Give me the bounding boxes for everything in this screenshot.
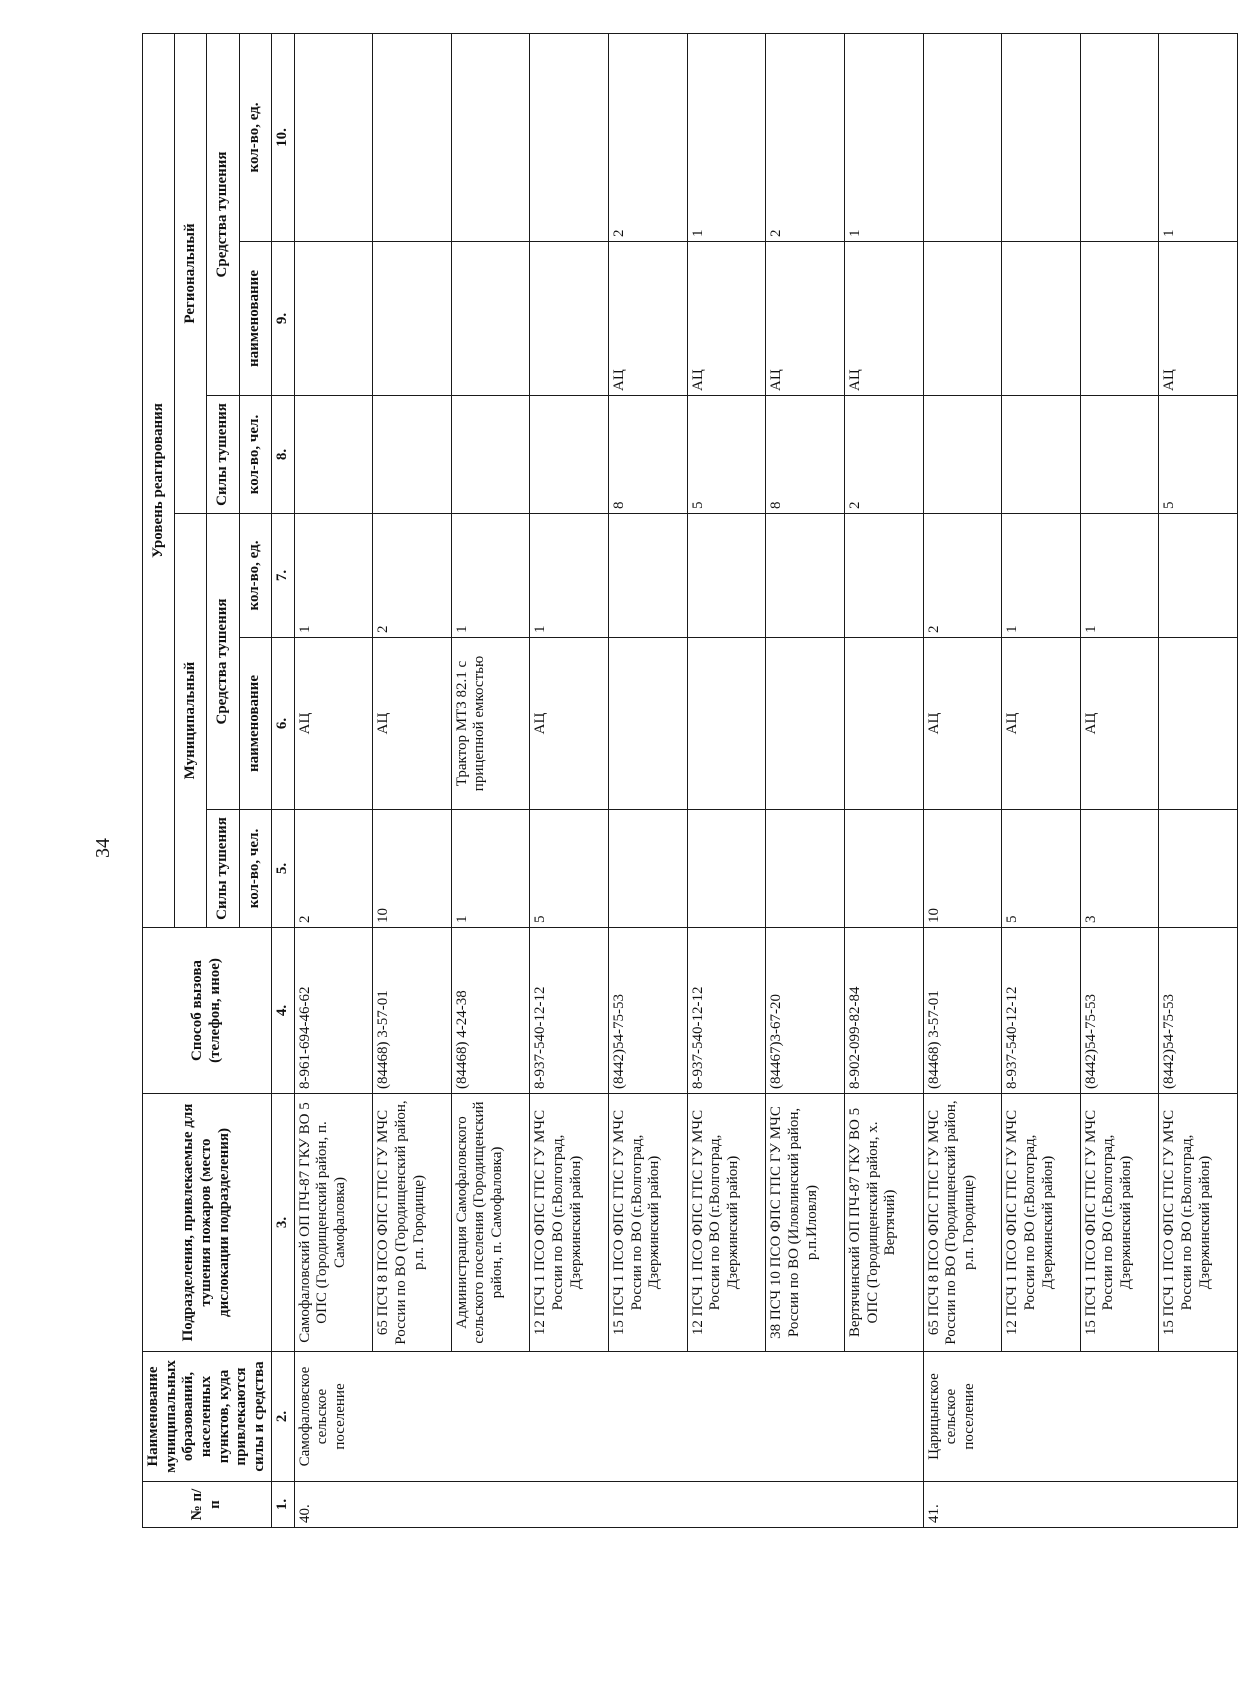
municipal-people-cell: [844, 810, 923, 928]
municipal-means-name-cell: [687, 638, 766, 810]
municipal-means-qty-cell: 2: [373, 514, 452, 638]
municipality-name-cell: Самофаловское сельское поселение: [294, 1352, 923, 1482]
unit-cell: 65 ПСЧ 8 ПСО ФПС ГПС ГУ МЧС России по ВО (Городищенский район, р.п. Городище): [373, 1094, 452, 1352]
regional-means-qty-cell: [1002, 33, 1081, 241]
unit-cell: 15 ПСЧ 1 ПСО ФПС ГПС ГУ МЧС России по ВО (г.Волгоград, Дзержинский район): [1159, 1094, 1238, 1352]
header-municipal-means: Средства тушения: [207, 514, 239, 810]
phone-cell: (84467)3-67-20: [766, 928, 845, 1094]
header-units: Подразделения, привлекаемые для тушения пожаров (место дислокации подразделения): [143, 1094, 272, 1352]
regional-means-name-cell: [530, 242, 609, 396]
regional-people-cell: 5: [1159, 396, 1238, 514]
phone-cell: (8442)54-75-53: [1080, 928, 1159, 1094]
municipal-people-cell: 2: [294, 810, 373, 928]
phone-cell: 8-902-099-82-84: [844, 928, 923, 1094]
table-row: [609, 33, 688, 1527]
header-r-name: наименование: [239, 242, 271, 396]
regional-means-qty-cell: [373, 33, 452, 241]
regional-means-qty-cell: [1080, 33, 1159, 241]
municipal-means-name-cell: [1159, 638, 1238, 810]
regional-people-cell: [294, 396, 373, 514]
municipal-people-cell: [1159, 810, 1238, 928]
regional-means-name-cell: [1002, 242, 1081, 396]
header-municipal-forces: Силы тушения: [207, 810, 239, 928]
municipal-means-name-cell: [766, 638, 845, 810]
table-row: [766, 33, 845, 1527]
regional-means-name-cell: АЦ: [687, 242, 766, 396]
municipal-means-name-cell: Трактор МТЗ 82.1 с прицепной емкостью: [451, 638, 530, 810]
municipal-people-cell: 3: [1080, 810, 1159, 928]
rotated-table-frame: [142, 34, 1213, 1528]
regional-means-name-cell: АЦ: [609, 242, 688, 396]
unit-cell: 12 ПСЧ 1 ПСО ФПС ГПС ГУ МЧС России по ВО (г.Волгоград, Дзержинский район): [687, 1094, 766, 1352]
table-row: [451, 33, 530, 1527]
municipal-means-qty-cell: 1: [1002, 514, 1081, 638]
municipal-means-name-cell: АЦ: [1002, 638, 1081, 810]
phone-cell: 8-961-694-46-62: [294, 928, 373, 1094]
regional-people-cell: [1002, 396, 1081, 514]
regional-people-cell: [451, 396, 530, 514]
column-number: 4.: [271, 928, 294, 1094]
response-table: [142, 33, 1238, 1528]
table-row: [844, 33, 923, 1527]
regional-means-name-cell: [294, 242, 373, 396]
phone-cell: 8-937-540-12-12: [687, 928, 766, 1094]
group-number-cell: 40.: [294, 1482, 923, 1528]
regional-means-qty-cell: 1: [1159, 33, 1238, 241]
unit-cell: Самофаловский ОП ПЧ-87 ГКУ ВО 5 ОПС (Городищенский район, п. Самофаловка): [294, 1094, 373, 1352]
municipal-means-name-cell: [609, 638, 688, 810]
regional-means-name-cell: АЦ: [1159, 242, 1238, 396]
column-number: 8.: [271, 396, 294, 514]
regional-people-cell: [1080, 396, 1159, 514]
regional-people-cell: 5: [687, 396, 766, 514]
header-response-level: Уровень реагирования: [143, 33, 175, 927]
column-number: 3.: [271, 1094, 294, 1352]
header-r-qty-people: кол-во, чел.: [239, 396, 271, 514]
header-m-name: наименование: [239, 638, 271, 810]
document-sheet: [142, 34, 1213, 1528]
municipal-means-qty-cell: 1: [530, 514, 609, 638]
regional-means-name-cell: АЦ: [844, 242, 923, 396]
column-number: 2.: [271, 1352, 294, 1482]
municipal-means-name-cell: АЦ: [923, 638, 1002, 810]
regional-means-qty-cell: [451, 33, 530, 241]
table-body: [294, 33, 1238, 1527]
unit-cell: 12 ПСЧ 1 ПСО ФПС ГПС ГУ МЧС России по ВО (г.Волгоград, Дзержинский район): [1002, 1094, 1081, 1352]
regional-means-qty-cell: 2: [766, 33, 845, 241]
municipal-means-qty-cell: [1159, 514, 1238, 638]
table-row: [1002, 33, 1081, 1527]
header-r-qty-units: кол-во, ед.: [239, 33, 271, 241]
header-regional: Региональный: [175, 33, 207, 513]
municipal-people-cell: 1: [451, 810, 530, 928]
table-row: [687, 33, 766, 1527]
municipal-means-name-cell: АЦ: [530, 638, 609, 810]
regional-means-name-cell: [923, 242, 1002, 396]
regional-people-cell: [373, 396, 452, 514]
municipal-means-name-cell: [844, 638, 923, 810]
column-number: 6.: [271, 638, 294, 810]
table-row: [923, 33, 1002, 1527]
regional-means-qty-cell: 1: [844, 33, 923, 241]
municipal-means-name-cell: АЦ: [373, 638, 452, 810]
regional-people-cell: [923, 396, 1002, 514]
phone-cell: 8-937-540-12-12: [1002, 928, 1081, 1094]
phone-cell: (8442)54-75-53: [609, 928, 688, 1094]
regional-people-cell: 8: [766, 396, 845, 514]
header-num: № п/п: [143, 1482, 272, 1528]
table-row: [294, 33, 373, 1527]
municipality-name-cell: Царицынское сельское поселение: [923, 1352, 1238, 1482]
municipal-people-cell: [766, 810, 845, 928]
regional-means-name-cell: АЦ: [766, 242, 845, 396]
municipal-means-qty-cell: 1: [294, 514, 373, 638]
column-number: 1.: [271, 1482, 294, 1528]
header-municipality: Наименование муниципальных образований, населенных пунктов, куда привлекаются силы и средства: [143, 1352, 272, 1482]
regional-means-qty-cell: [294, 33, 373, 241]
header-m-qty-units: кол-во, ед.: [239, 514, 271, 638]
phone-cell: 8-937-540-12-12: [530, 928, 609, 1094]
municipal-people-cell: 10: [373, 810, 452, 928]
municipal-means-qty-cell: [766, 514, 845, 638]
unit-cell: Вертячинский ОП ПЧ-87 ГКУ ВО 5 ОПС (Городищенский район, х. Вертячий): [844, 1094, 923, 1352]
municipal-people-cell: 10: [923, 810, 1002, 928]
municipal-means-name-cell: АЦ: [294, 638, 373, 810]
regional-people-cell: [530, 396, 609, 514]
regional-means-name-cell: [373, 242, 452, 396]
municipal-means-name-cell: АЦ: [1080, 638, 1159, 810]
phone-cell: (84468) 4-24-38: [451, 928, 530, 1094]
municipal-people-cell: 5: [1002, 810, 1081, 928]
header-municipal: Муниципальный: [175, 514, 207, 928]
unit-cell: 65 ПСЧ 8 ПСО ФПС ГПС ГУ МЧС России по ВО (Городищенский район, р.п. Городище): [923, 1094, 1002, 1352]
regional-means-qty-cell: 2: [609, 33, 688, 241]
group-number-cell: 41.: [923, 1482, 1238, 1528]
municipal-means-qty-cell: 1: [1080, 514, 1159, 638]
municipal-people-cell: 5: [530, 810, 609, 928]
phone-cell: (8442)54-75-53: [1159, 928, 1238, 1094]
column-number: 7.: [271, 514, 294, 638]
regional-means-qty-cell: 1: [687, 33, 766, 241]
unit-cell: 38 ПСЧ 10 ПСО ФПС ГПС ГУ МЧС России по ВО (Иловлинский район, р.п.Иловля): [766, 1094, 845, 1352]
table-row: [373, 33, 452, 1527]
regional-means-name-cell: [451, 242, 530, 396]
header-call-method: Способ вызова (телефон, иное): [143, 928, 272, 1094]
regional-means-qty-cell: [530, 33, 609, 241]
unit-cell: 15 ПСЧ 1 ПСО ФПС ГПС ГУ МЧС России по ВО (г.Волгоград, Дзержинский район): [609, 1094, 688, 1352]
column-number: 9.: [271, 242, 294, 396]
page-number: 34: [92, 838, 114, 858]
unit-cell: Администрация Самофаловского сельского поселения (Городищенский район, п. Самофаловка): [451, 1094, 530, 1352]
header-m-qty-people: кол-во, чел.: [239, 810, 271, 928]
unit-cell: 12 ПСЧ 1 ПСО ФПС ГПС ГУ МЧС России по ВО (г.Волгоград, Дзержинский район): [530, 1094, 609, 1352]
municipal-means-qty-cell: [844, 514, 923, 638]
header-regional-means: Средства тушения: [207, 33, 239, 395]
table-row: [1080, 33, 1159, 1527]
municipal-means-qty-cell: [687, 514, 766, 638]
regional-means-name-cell: [1080, 242, 1159, 396]
municipal-people-cell: [609, 810, 688, 928]
municipal-means-qty-cell: 2: [923, 514, 1002, 638]
column-number: 5.: [271, 810, 294, 928]
phone-cell: (84468) 3-57-01: [923, 928, 1002, 1094]
regional-people-cell: 2: [844, 396, 923, 514]
municipal-means-qty-cell: 1: [451, 514, 530, 638]
column-number: 10.: [271, 33, 294, 241]
regional-people-cell: 8: [609, 396, 688, 514]
table-row: [1159, 33, 1238, 1527]
phone-cell: (84468) 3-57-01: [373, 928, 452, 1094]
table-row: [530, 33, 609, 1527]
regional-means-qty-cell: [923, 33, 1002, 241]
header-regional-forces: Силы тушения: [207, 396, 239, 514]
unit-cell: 15 ПСЧ 1 ПСО ФПС ГПС ГУ МЧС России по ВО (г.Волгоград, Дзержинский район): [1080, 1094, 1159, 1352]
municipal-people-cell: [687, 810, 766, 928]
municipal-means-qty-cell: [609, 514, 688, 638]
